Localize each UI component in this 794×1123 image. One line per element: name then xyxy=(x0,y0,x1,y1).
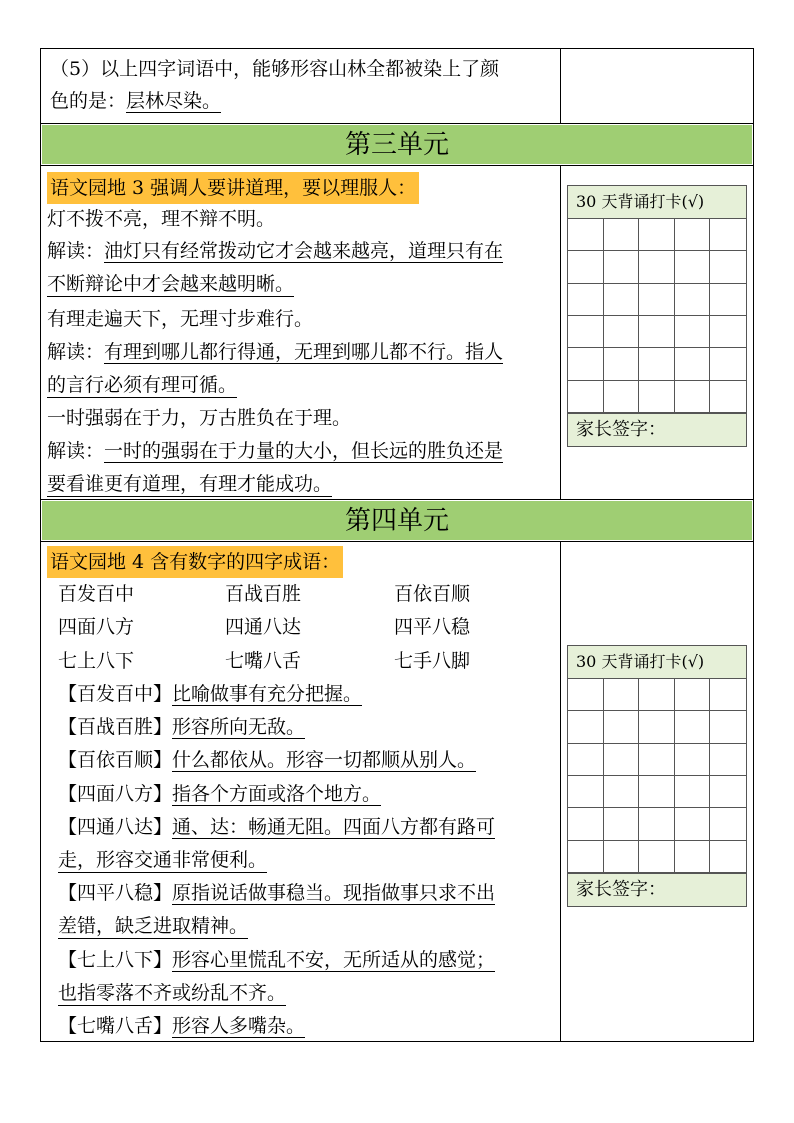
def-1-text: 比喻做事有充分把握。 xyxy=(172,683,363,705)
idiom-r1-c1: 百发百中 xyxy=(58,583,135,605)
idiom-r1-c3: 百依百顺 xyxy=(394,583,471,605)
def-6-text: 原指说话做事稳当。现指做事只求不出 xyxy=(172,882,496,904)
def-2-term: 【百战百胜】 xyxy=(58,716,173,738)
unit3-proverb-1: 灯不拨不亮，理不辩不明。 xyxy=(47,208,276,230)
unit3-interp-2-line2: 的言行必须有理可循。 xyxy=(47,374,238,396)
def-8-text: 形容人多嘴杂。 xyxy=(172,1015,306,1037)
card1-header: 30 天背诵打卡(√) xyxy=(568,186,746,219)
idiom-r3-c3: 七手八脚 xyxy=(394,650,471,672)
def-7 xyxy=(58,948,495,972)
unit3-interp-1-line1: 油灯只有经常拨动它才会越来越亮，道理只有在 xyxy=(104,240,504,262)
def-2 xyxy=(58,715,305,739)
q5-answer: 层林尽染。 xyxy=(126,90,222,112)
unit3-interp-3 xyxy=(47,439,503,463)
def-5-term: 【四通八达】 xyxy=(58,816,173,838)
unit3-proverb-2: 有理走遍天下，无理寸步难行。 xyxy=(47,308,314,330)
def-7-line2: 也指零落不齐或纷乱不齐。 xyxy=(58,982,287,1004)
card2-header: 30 天背诵打卡(√) xyxy=(568,646,746,679)
def-6 xyxy=(58,881,495,905)
unit3-proverb-3: 一时强弱在于力，万古胜负在于理。 xyxy=(47,407,352,429)
unit3-interp-1-line2: 不断辩论中才会越来越明晰。 xyxy=(47,273,295,295)
def-1 xyxy=(58,682,362,706)
q5-line2 xyxy=(50,89,221,113)
unit3-interp-1-label: 解读： xyxy=(47,240,105,262)
def-3-term: 【百依百顺】 xyxy=(58,749,173,771)
idiom-r2-c1: 四面八方 xyxy=(58,616,135,638)
unit3-heading: 语文园地 3 强调人要讲道理，要以理服人： xyxy=(47,172,419,204)
card2-checkin-grid[interactable] xyxy=(568,679,746,873)
def-3-text: 什么都依从。形容一切都顺从别人。 xyxy=(172,749,477,771)
def-7-text: 形容心里慌乱不安，无所适从的感觉； xyxy=(172,949,496,971)
idiom-r1-c2: 百战百胜 xyxy=(225,583,302,605)
card2-parent-signature[interactable]: 家长签字： xyxy=(568,873,746,906)
def-1-term: 【百发百中】 xyxy=(58,683,173,705)
idiom-r3-c2: 七嘴八舌 xyxy=(225,650,302,672)
unit3-interp-2-label: 解读： xyxy=(47,341,105,363)
unit3-interp-3-label: 解读： xyxy=(47,440,105,462)
idiom-r3-c1: 七上八下 xyxy=(58,650,135,672)
unit3-interp-2 xyxy=(47,340,503,364)
def-5-line2: 走，形容交通非常便利。 xyxy=(58,849,268,871)
unit3-interp-2-line1: 有理到哪儿都行得通，无理到哪儿都不行。指人 xyxy=(104,341,504,363)
def-2-text: 形容所向无敌。 xyxy=(172,716,306,738)
card1-parent-signature[interactable]: 家长签字： xyxy=(568,413,746,446)
def-8 xyxy=(58,1014,305,1038)
def-6-line2: 差错，缺乏进取精神。 xyxy=(58,915,249,937)
unit4-title: 第四单元 xyxy=(344,506,449,536)
def-3 xyxy=(58,748,476,772)
unit4-heading: 语文园地 4 含有数字的四字成语： xyxy=(47,546,343,578)
def-8-term: 【七嘴八舌】 xyxy=(58,1015,173,1037)
recitation-card-1 xyxy=(567,185,747,447)
unit3-interp-3-line2: 要看谁更有道理，有理才能成功。 xyxy=(47,473,333,495)
def-5-text: 通、达：畅通无阻。四面八方都有路可 xyxy=(172,816,496,838)
card1-checkin-grid[interactable] xyxy=(568,219,746,413)
idiom-r2-c2: 四通八达 xyxy=(225,616,302,638)
def-4-term: 【四面八方】 xyxy=(58,783,173,805)
q5-line2-prefix: 色的是： xyxy=(50,90,127,112)
def-5 xyxy=(58,815,495,839)
def-4 xyxy=(58,782,381,806)
def-7-term: 【七上八下】 xyxy=(58,949,173,971)
idiom-r2-c3: 四平八稳 xyxy=(394,616,471,638)
def-4-text: 指各个方面或洛个地方。 xyxy=(172,783,382,805)
q5-line1: （5）以上四字词语中，能够形容山林全都被染上了颜 xyxy=(50,58,500,80)
unit3-title: 第三单元 xyxy=(344,130,449,160)
recitation-card-2 xyxy=(567,645,747,907)
unit3-interp-3-line1: 一时的强弱在于力量的大小，但长远的胜负还是 xyxy=(104,440,504,462)
def-6-term: 【四平八稳】 xyxy=(58,882,173,904)
unit3-interp-1 xyxy=(47,239,503,263)
